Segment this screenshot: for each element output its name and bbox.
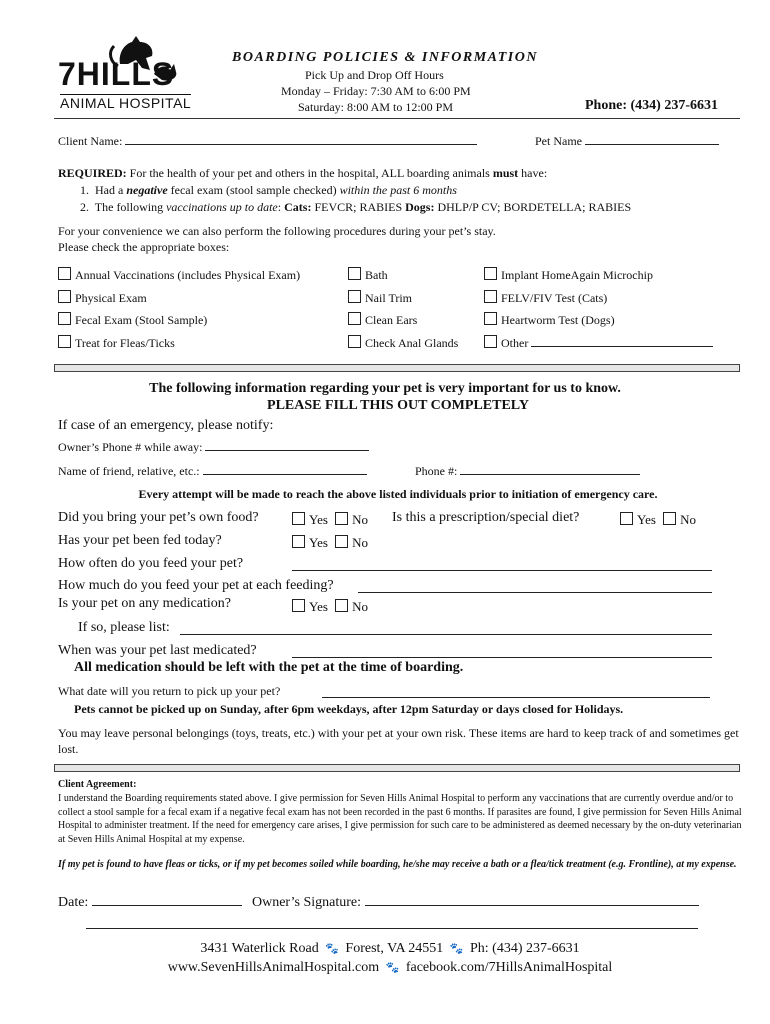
option-clean-ears[interactable]	[348, 309, 458, 332]
medication-options	[292, 599, 368, 615]
date-row	[58, 895, 242, 911]
option-microchip[interactable]	[484, 264, 713, 287]
logo	[58, 34, 208, 114]
pickup-note: Pets cannot be picked up on Sunday, after 6pm weekdays, after 12pm Saturday or days closed for Holidays.	[74, 702, 624, 716]
option-fecal-exam[interactable]	[58, 309, 300, 332]
emergency-label: If case of an emergency, please notify:	[58, 418, 274, 433]
no-label: No	[680, 512, 697, 527]
option-label: Other	[501, 335, 529, 350]
checkbox[interactable]	[58, 312, 71, 325]
yes-checkbox[interactable]	[620, 512, 633, 525]
friend-phone-label: Phone #:	[415, 464, 458, 478]
option-treat-fleas[interactable]	[58, 332, 300, 355]
last-medicated-field[interactable]	[292, 643, 712, 658]
option-other[interactable]	[484, 332, 713, 355]
paw-icon: 🐾	[385, 962, 400, 974]
required-text: For the health of your pet and others in the hospital, ALL boarding animals	[129, 166, 490, 180]
no-label: No	[352, 535, 369, 550]
required-lead: REQUIRED:	[58, 166, 127, 180]
yes-label: Yes	[309, 512, 328, 527]
header-rule	[54, 118, 740, 119]
fed-today-options	[292, 535, 368, 551]
saturday-hours: Saturday: 8:00 AM to 12:00 PM	[298, 100, 454, 114]
own-food-options	[292, 512, 368, 528]
checkbox[interactable]	[348, 267, 361, 280]
option-label: Nail Trim	[365, 290, 413, 305]
signature-field[interactable]	[365, 905, 699, 906]
footer-city: Forest, VA 24551	[345, 941, 444, 956]
footer-rule	[86, 928, 698, 929]
yes-checkbox[interactable]	[292, 535, 305, 548]
flea-notice: If my pet is found to have fleas or ticks, or if my pet becomes soiled while boarding, he/she may receive a bath or a flea/tick treatment (e.g. Frontline), at my expense.	[58, 859, 737, 870]
option-nail-trim[interactable]	[348, 287, 458, 310]
owner-phone-row	[58, 440, 369, 455]
page-title: BOARDING POLICIES & INFORMATION	[232, 50, 538, 65]
no-label: No	[352, 599, 369, 614]
hours-title: Pick Up and Drop Off Hours	[305, 68, 444, 82]
item2-colon: :	[277, 200, 282, 214]
pet-name-row	[535, 134, 719, 149]
agreement-title: Client Agreement:	[58, 779, 137, 790]
logo-text-bottom: ANIMAL HOSPITAL	[60, 95, 192, 111]
other-field[interactable]	[531, 346, 713, 347]
section-divider	[54, 764, 740, 772]
medication-note: All medication should be left with the pet at the time of boarding.	[74, 660, 464, 675]
fed-today-question: Has your pet been fed today?	[58, 533, 222, 548]
item1-negative: negative	[126, 183, 168, 197]
signature-row	[252, 895, 699, 911]
option-label: Heartworm Test (Dogs)	[501, 313, 615, 327]
pet-name-label: Pet Name	[535, 134, 582, 148]
client-name-field[interactable]	[125, 144, 477, 145]
footer-facebook-link[interactable]: facebook.com/7HillsAnimalHospital	[405, 960, 613, 975]
checkbox[interactable]	[484, 312, 497, 325]
diet-question: Is this a prescription/special diet?	[392, 510, 580, 525]
option-bath[interactable]	[348, 264, 458, 287]
yes-label: Yes	[309, 599, 328, 614]
footer-address: 3431 Waterlick Road	[200, 941, 319, 956]
procedures-intro-2: Please check the appropriate boxes:	[58, 240, 230, 254]
required-item-2	[80, 200, 631, 215]
item2-text: 2. The following	[80, 200, 164, 214]
client-name-row	[58, 134, 477, 149]
option-annual-vaccinations[interactable]	[58, 264, 300, 287]
item1-within: within the past 6 months	[339, 183, 457, 197]
yes-label: Yes	[637, 512, 656, 527]
procedures-col-1	[58, 264, 300, 354]
date-label: Date:	[58, 895, 89, 910]
friend-phone-field[interactable]	[460, 474, 640, 475]
checkbox[interactable]	[58, 267, 71, 280]
return-date-field[interactable]	[322, 684, 710, 698]
how-often-field[interactable]	[292, 556, 712, 571]
paw-icon: 🐾	[449, 943, 464, 955]
belongings-note: You may leave personal belongings (toys, treats, etc.) with your pet at your own risk. These items are hard to keep track of and sometimes get lost.	[58, 726, 739, 756]
no-label: No	[352, 512, 369, 527]
checkbox[interactable]	[348, 335, 361, 348]
logo-text-top: 7HILLS	[58, 56, 175, 92]
checkbox[interactable]	[348, 312, 361, 325]
required-line	[58, 166, 547, 181]
owner-phone-label: Owner’s Phone # while away:	[58, 440, 203, 454]
own-food-question: Did you bring your pet’s own food?	[58, 510, 259, 525]
paw-icon: 🐾	[325, 943, 339, 955]
info-heading-1: The following information regarding your pet is very important for us to know.	[149, 381, 621, 396]
diet-options	[620, 512, 696, 528]
procedures-col-2	[348, 264, 458, 354]
footer-line-1	[0, 941, 770, 957]
how-often-question: How often do you feed your pet?	[58, 556, 244, 571]
procedures-col-3	[484, 264, 713, 354]
item2-dogs-value: DHLP/P CV; BORDETELLA; RABIES	[437, 200, 632, 214]
checkbox[interactable]	[484, 290, 497, 303]
medication-list-field[interactable]	[180, 620, 712, 635]
how-much-question: How much do you feed your pet at each feeding?	[58, 578, 334, 593]
checkbox[interactable]	[348, 290, 361, 303]
section-divider	[54, 364, 740, 372]
attempt-note: Every attempt will be made to reach the above listed individuals prior to initiation of emergency care.	[138, 487, 658, 501]
no-checkbox[interactable]	[335, 512, 348, 525]
no-checkbox[interactable]	[335, 535, 348, 548]
info-heading-2: PLEASE FILL THIS OUT COMPLETELY	[267, 398, 529, 413]
option-label: Fecal Exam (Stool Sample)	[75, 313, 208, 327]
friend-phone-row	[415, 464, 640, 479]
pet-name-field[interactable]	[585, 144, 719, 145]
header-phone: Phone: (434) 237-6631	[585, 98, 718, 113]
option-label: Physical Exam	[75, 290, 147, 305]
item2-vaccinations: vaccinations up to date	[166, 200, 278, 214]
procedures-intro-1: For your convenience we can also perform the following procedures during your pet’s stay.	[58, 224, 496, 238]
required-item-1	[80, 183, 457, 198]
option-label: Bath	[365, 268, 388, 282]
item1-text-b: fecal exam (stool sample checked)	[170, 183, 337, 197]
checkbox[interactable]	[58, 290, 71, 303]
no-checkbox[interactable]	[335, 599, 348, 612]
item2-dogs-label: Dogs:	[405, 200, 435, 214]
list-medications-label: If so, please list:	[78, 620, 170, 635]
option-label: FELV/FIV Test (Cats)	[501, 290, 608, 305]
checkbox[interactable]	[484, 267, 497, 280]
required-have: have:	[521, 166, 548, 180]
footer-website-link[interactable]: www.SevenHillsAnimalHospital.com	[167, 960, 380, 975]
date-field[interactable]	[92, 905, 242, 906]
item1-text: 1. Had a	[80, 183, 124, 197]
yes-label: Yes	[309, 535, 328, 550]
agreement-body: I understand the Boarding requirements stated above. I give permission for Seven Hills Animal Hospital to perform any vaccinations that are currently overdue and/or to collect a stool sample for a fecal exam if a negative fecal exam has not been recorded in the past 6 months. If parasites are found, I give permission for Seven Hills Animal Hospital to administer treatment. If the need for emergency care arises, I give permission for such care to be administered as deemed necessary by the on-duty veterinarian at Seven Hills Animal Hospital at my expense.	[58, 793, 742, 845]
option-label: Treat for Fleas/Ticks	[75, 335, 175, 350]
item2-cats-label: Cats:	[284, 200, 312, 214]
how-much-field[interactable]	[358, 578, 712, 593]
signature-label: Owner’s Signature:	[252, 895, 361, 910]
checkbox[interactable]	[484, 335, 497, 348]
friend-name-label: Name of friend, relative, etc.:	[58, 464, 200, 478]
option-heartworm[interactable]	[484, 309, 713, 332]
option-felv-fiv[interactable]	[484, 287, 713, 310]
medication-question: Is your pet on any medication?	[58, 596, 232, 611]
friend-name-row	[58, 464, 367, 479]
owner-phone-field[interactable]	[205, 450, 369, 451]
weekday-hours: Monday – Friday: 7:30 AM to 6:00 PM	[281, 84, 471, 98]
yes-checkbox[interactable]	[292, 599, 305, 612]
required-must: must	[492, 166, 519, 180]
option-anal-glands[interactable]	[348, 332, 458, 355]
last-medicated-question: When was your pet last medicated?	[58, 643, 257, 658]
option-label: Annual Vaccinations (includes Physical Exam)	[75, 268, 301, 282]
option-label: Clean Ears	[365, 313, 418, 327]
option-physical-exam[interactable]	[58, 287, 300, 310]
client-name-label: Client Name:	[58, 134, 123, 148]
checkbox[interactable]	[58, 335, 71, 348]
no-checkbox[interactable]	[663, 512, 676, 525]
friend-name-field[interactable]	[203, 474, 367, 475]
footer-line-2	[0, 960, 770, 976]
return-date-question: What date will you return to pick up your pet?	[58, 684, 281, 698]
item2-cats-value: FEVCR; RABIES	[314, 200, 403, 214]
option-label: Implant HomeAgain Microchip	[501, 268, 653, 282]
option-label: Check Anal Glands	[365, 335, 459, 350]
yes-checkbox[interactable]	[292, 512, 305, 525]
footer-phone: Ph: (434) 237-6631	[470, 941, 580, 956]
